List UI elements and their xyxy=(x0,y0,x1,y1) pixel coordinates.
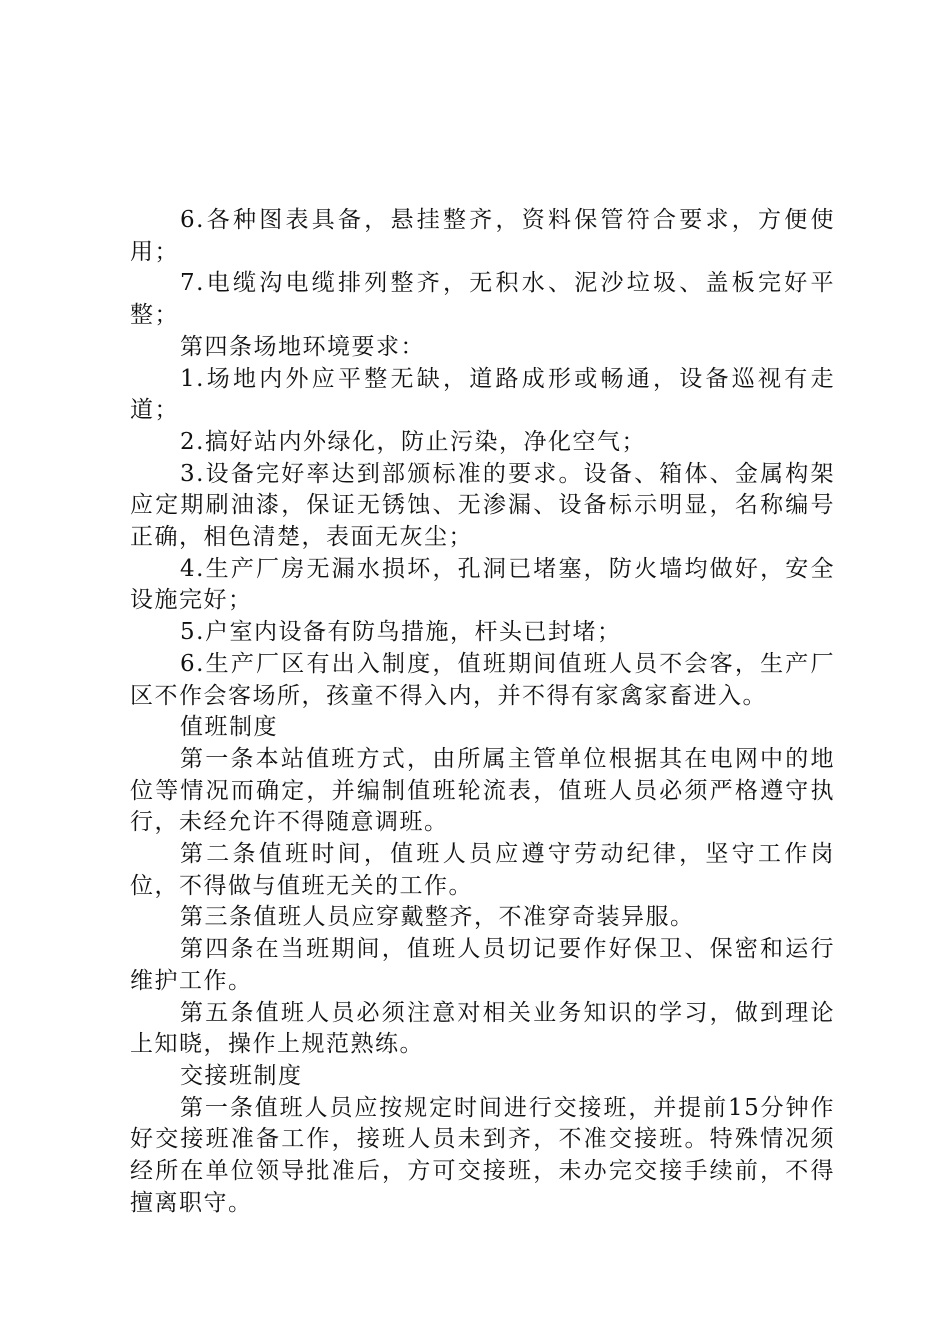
paragraph-duty-article-1: 第一条本站值班方式，由所属主管单位根据其在电网中的地位等情况而确定，并编制值班轮流表，值班人员必须严格遵守执行，未经允许不得随意调班。 xyxy=(130,745,835,836)
paragraph-item-1: 1.场地内外应平整无缺，道路成形或畅通，设备巡视有走道； xyxy=(130,365,835,424)
paragraph-duty-article-2: 第二条值班时间，值班人员应遵守劳动纪律，坚守工作岗位，不得做与值班无关的工作。 xyxy=(130,841,835,899)
section-title-handover-system: 交接班制度 xyxy=(180,1062,303,1089)
paragraph-item-2: 2.搞好站内外绿化，防止污染，净化空气； xyxy=(180,428,646,455)
paragraph-item-4: 4.生产厂房无漏水损坏，孔洞已堵塞，防火墙均做好，安全设施完好； xyxy=(130,555,835,614)
section-title-duty-system: 值班制度 xyxy=(180,714,278,741)
paragraph-handover-article-1: 第一条值班人员应按规定时间进行交接班，并提前15分钟作好交接班准备工作，接班人员未到齐，不准交接班。特殊情况须经所在单位领导批准后，方可交接班，未办完交接手续前，不得擅离职守。 xyxy=(130,1094,835,1216)
paragraph-item-5: 5.户室内设备有防鸟措施，杆头已封堵； xyxy=(180,619,622,646)
paragraph-duty-article-4: 第四条在当班期间，值班人员切记要作好保卫、保密和运行维护工作。 xyxy=(130,936,835,994)
paragraph-item-6: 6.各种图表具备，悬挂整齐，资料保管符合要求，方便使用； xyxy=(130,207,835,265)
paragraph-item-7: 7.电缆沟电缆排列整齐，无积水、泥沙垃圾、盖板完好平整； xyxy=(130,270,835,329)
paragraph-item-6b: 6.生产厂区有出入制度，值班期间值班人员不会客，生产厂区不作会客场所，孩童不得入内，并不得有家禽家畜进入。 xyxy=(130,650,835,709)
paragraph-item-3: 3.设备完好率达到部颁标准的要求。设备、箱体、金属构架应定期刷油漆，保证无锈蚀、无渗漏、设备标示明显，名称编号正确，相色清楚，表面无灰尘； xyxy=(130,460,835,551)
document-body xyxy=(130,205,835,1220)
paragraph-duty-article-5: 第五条值班人员必须注意对相关业务知识的学习，做到理论上知晓，操作上规范熟练。 xyxy=(130,999,835,1058)
section-heading-article-4: 第四条场地环境要求： xyxy=(180,333,425,360)
paragraph-duty-article-3: 第三条值班人员应穿戴整齐，不准穿奇装异服。 xyxy=(180,904,695,931)
